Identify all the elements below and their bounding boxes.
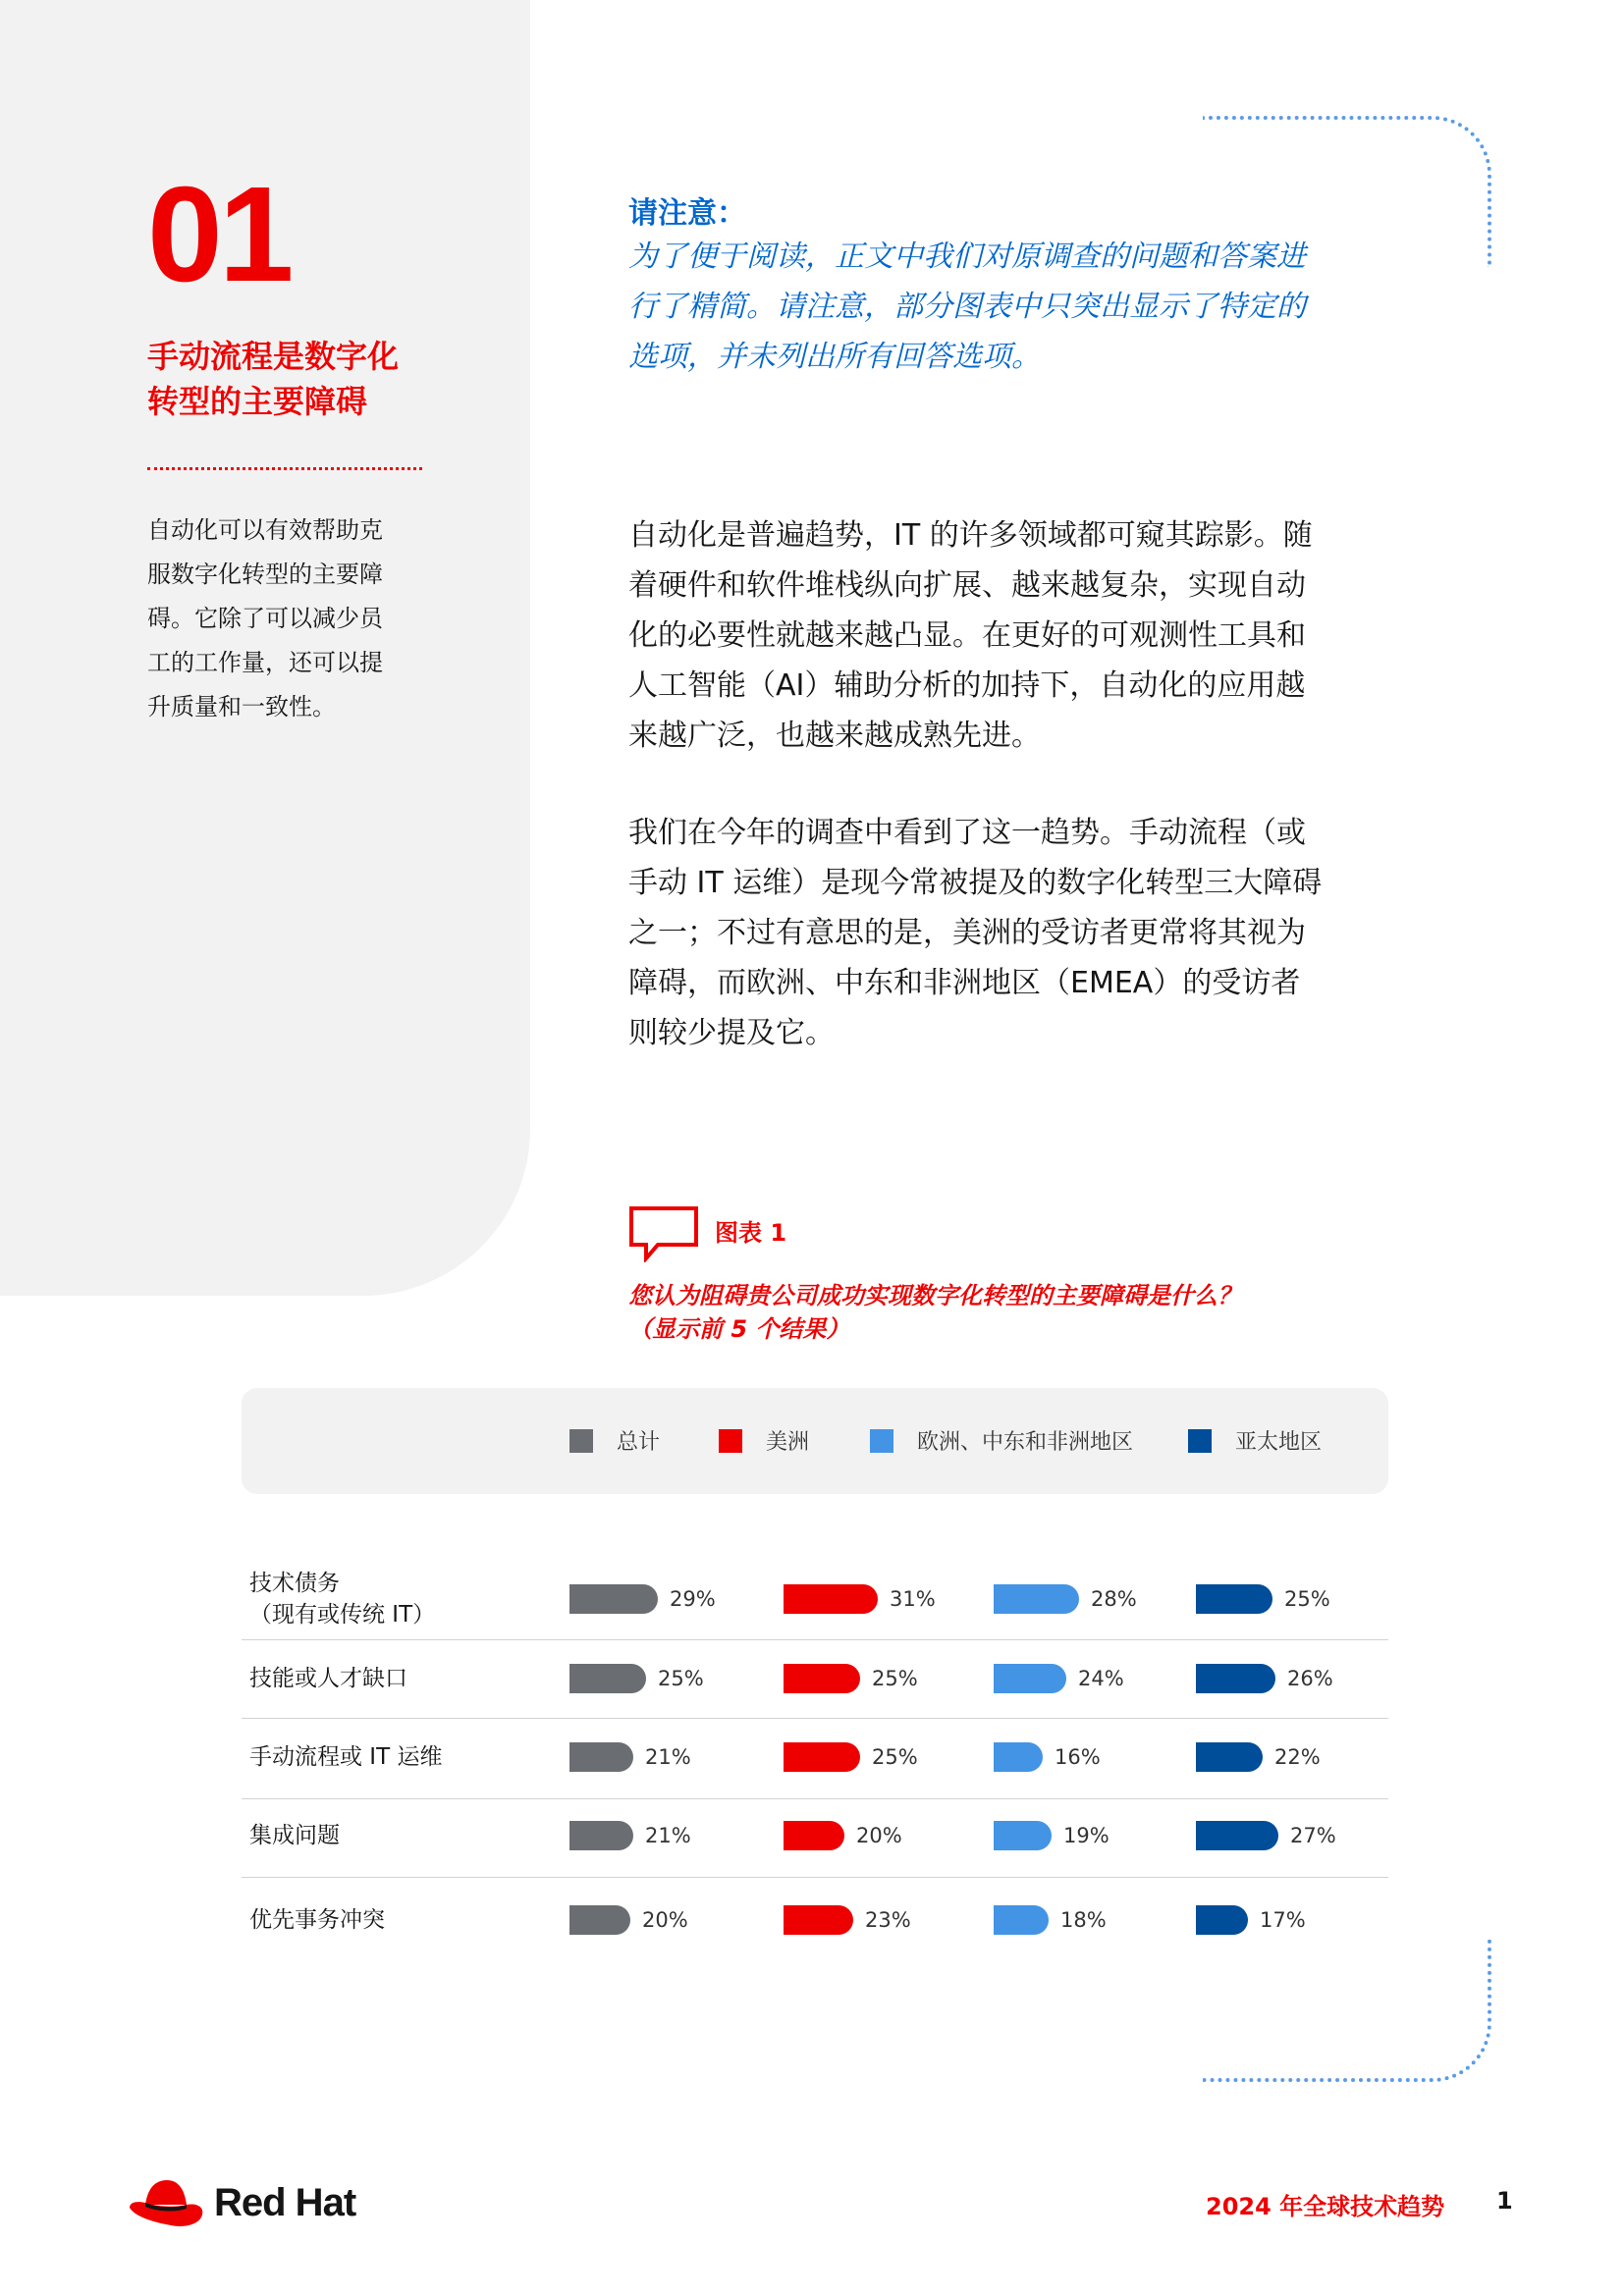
desc-line: 工的工作量，还可以提	[147, 649, 383, 676]
bar	[784, 1584, 878, 1614]
bar-group	[784, 1584, 936, 1614]
bar-group	[569, 1905, 688, 1935]
footer-title: 2024 年全球技术趋势	[1206, 2193, 1445, 2220]
bar	[569, 1664, 646, 1693]
bar-value-label: 21%	[645, 1745, 691, 1769]
bar	[994, 1821, 1052, 1850]
bar	[569, 1742, 633, 1772]
bar-value-label: 25%	[872, 1667, 918, 1690]
bar-group	[784, 1821, 902, 1850]
section-divider	[147, 467, 422, 470]
bar-value-label: 26%	[1287, 1667, 1333, 1690]
bar	[994, 1664, 1066, 1693]
legend-item-americas	[719, 1425, 809, 1456]
bar-value-label: 19%	[1063, 1824, 1110, 1847]
note-line: 选项，并未列出所有回答选项。	[628, 340, 1041, 374]
section-description	[147, 508, 430, 729]
bar	[784, 1821, 844, 1850]
figure-question-note: （显示前 5 个结果）	[628, 1315, 850, 1343]
bar-value-label: 22%	[1274, 1745, 1321, 1769]
speech-bubble-icon	[628, 1205, 699, 1262]
chart-legend	[242, 1388, 1388, 1494]
bar-value-label: 16%	[1055, 1745, 1101, 1769]
bar-value-label: 18%	[1060, 1908, 1107, 1932]
bar	[1196, 1584, 1272, 1614]
row-label-line: 优先事务冲突	[249, 1907, 385, 1933]
bar-value-label: 31%	[890, 1587, 936, 1611]
bar-group	[994, 1905, 1107, 1935]
bar-value-label: 25%	[658, 1667, 704, 1690]
bar-group	[784, 1905, 911, 1935]
row-label-line: 技术债务	[249, 1571, 340, 1596]
bar	[1196, 1821, 1278, 1850]
legend-label: 亚太地区	[1235, 1430, 1323, 1455]
section-title-line: 手动流程是数字化	[147, 338, 400, 375]
page-number: 1	[1496, 2187, 1513, 2215]
desc-line: 碍。它除了可以减少员	[147, 605, 383, 632]
legend-label: 欧洲、中东和非洲地区	[917, 1430, 1134, 1455]
row-label-line: 技能或人才缺口	[249, 1666, 407, 1691]
body-line: 自动化是普遍趋势，IT 的许多领域都可窥其踪影。随	[628, 518, 1313, 553]
note-text	[628, 232, 1414, 382]
section-title-line: 转型的主要障碍	[147, 383, 368, 420]
legend-swatch	[569, 1429, 593, 1453]
bar-group	[569, 1664, 704, 1693]
bar-value-label: 20%	[642, 1908, 688, 1932]
desc-line: 服数字化转型的主要障	[147, 561, 383, 588]
bar-group	[569, 1584, 716, 1614]
legend-swatch	[870, 1429, 893, 1453]
legend-swatch	[719, 1429, 742, 1453]
body-line: 化的必要性就越来越凸显。在更好的可观测性工具和	[628, 618, 1306, 653]
bar-value-label: 25%	[872, 1745, 918, 1769]
bar-value-label: 29%	[670, 1587, 716, 1611]
chart-row	[242, 1547, 1388, 1640]
legend-item-total	[569, 1425, 660, 1456]
bar	[994, 1584, 1079, 1614]
bar-group	[994, 1821, 1110, 1850]
note-line: 行了精简。请注意，部分图表中只突出显示了特定的	[628, 290, 1306, 324]
section-title	[147, 334, 442, 424]
red-hat-logo-icon	[126, 2175, 206, 2232]
body-line: 着硬件和软件堆栈纵向扩展、越来越复杂，实现自动	[628, 568, 1306, 603]
bar-group	[1196, 1584, 1330, 1614]
bar	[1196, 1905, 1248, 1935]
section-number: 01	[147, 159, 291, 310]
row-label-line: 手动流程或 IT 运维	[249, 1744, 443, 1770]
bar-value-label: 20%	[856, 1824, 902, 1847]
row-label	[249, 1568, 435, 1630]
bar-value-label: 24%	[1078, 1667, 1124, 1690]
body-line: 人工智能（AI）辅助分析的加持下，自动化的应用越	[628, 668, 1306, 703]
row-label	[249, 1663, 407, 1694]
bar-group	[1196, 1821, 1336, 1850]
bar	[784, 1905, 853, 1935]
bar	[784, 1742, 860, 1772]
body-line: 来越广泛，也越来越成熟先进。	[628, 719, 1041, 753]
bar	[1196, 1664, 1275, 1693]
bar-group	[994, 1742, 1101, 1772]
body-paragraph	[628, 510, 1414, 761]
bar	[1196, 1742, 1263, 1772]
bar-group	[994, 1664, 1124, 1693]
bar-group	[1196, 1905, 1306, 1935]
bar	[784, 1664, 860, 1693]
bar-group	[1196, 1742, 1321, 1772]
bar-group	[784, 1742, 918, 1772]
bar-value-label: 28%	[1091, 1587, 1137, 1611]
body-line: 我们在今年的调查中看到了这一趋势。手动流程（或	[628, 816, 1306, 850]
row-label	[249, 1741, 442, 1773]
bar-group	[784, 1664, 918, 1693]
figure-question	[628, 1279, 1375, 1346]
figure-label: 图表 1	[715, 1219, 787, 1247]
body-line: 手动 IT 运维）是现今常被提及的数字化转型三大障碍	[628, 866, 1323, 900]
chart-row	[242, 1639, 1388, 1719]
chart-row	[242, 1798, 1388, 1878]
bar-group	[1196, 1664, 1333, 1693]
row-label	[249, 1820, 340, 1851]
row-label-line: 集成问题	[249, 1823, 340, 1848]
brand-name: Red Hat	[214, 2181, 356, 2224]
decorative-dotted-corner	[1203, 1939, 1491, 2082]
note-line: 为了便于阅读，正文中我们对原调查的问题和答案进	[628, 240, 1306, 274]
bar-group	[994, 1584, 1137, 1614]
body-paragraph	[628, 808, 1414, 1058]
legend-label: 总计	[617, 1430, 661, 1455]
bar-group	[569, 1742, 691, 1772]
desc-line: 升质量和一致性。	[147, 693, 336, 721]
row-label-line: （现有或传统 IT）	[249, 1602, 436, 1628]
legend-item-emea	[870, 1425, 1133, 1456]
legend-item-apac	[1188, 1425, 1322, 1456]
bar	[994, 1905, 1049, 1935]
bar	[569, 1584, 658, 1614]
bar	[569, 1821, 633, 1850]
bar-value-label: 25%	[1284, 1587, 1330, 1611]
bar-value-label: 17%	[1260, 1908, 1306, 1932]
bar-value-label: 23%	[865, 1908, 911, 1932]
chart-row	[242, 1718, 1388, 1799]
legend-swatch	[1188, 1429, 1212, 1453]
body-line: 之一；不过有意思的是，美洲的受访者更常将其视为	[628, 916, 1306, 950]
body-line: 障碍，而欧洲、中东和非洲地区（EMEA）的受访者	[628, 966, 1301, 1000]
legend-label: 美洲	[766, 1430, 810, 1455]
desc-line: 自动化可以有效帮助克	[147, 516, 383, 544]
bar	[994, 1742, 1043, 1772]
row-label	[249, 1904, 385, 1936]
bar-value-label: 27%	[1290, 1824, 1336, 1847]
bar	[569, 1905, 630, 1935]
figure-question-text: 您认为阻碍贵公司成功实现数字化转型的主要障碍是什么？	[628, 1282, 1241, 1309]
body-line: 则较少提及它。	[628, 1016, 835, 1050]
note-heading: 请注意：	[628, 196, 746, 231]
bar-group	[569, 1821, 691, 1850]
bar-value-label: 21%	[645, 1824, 691, 1847]
